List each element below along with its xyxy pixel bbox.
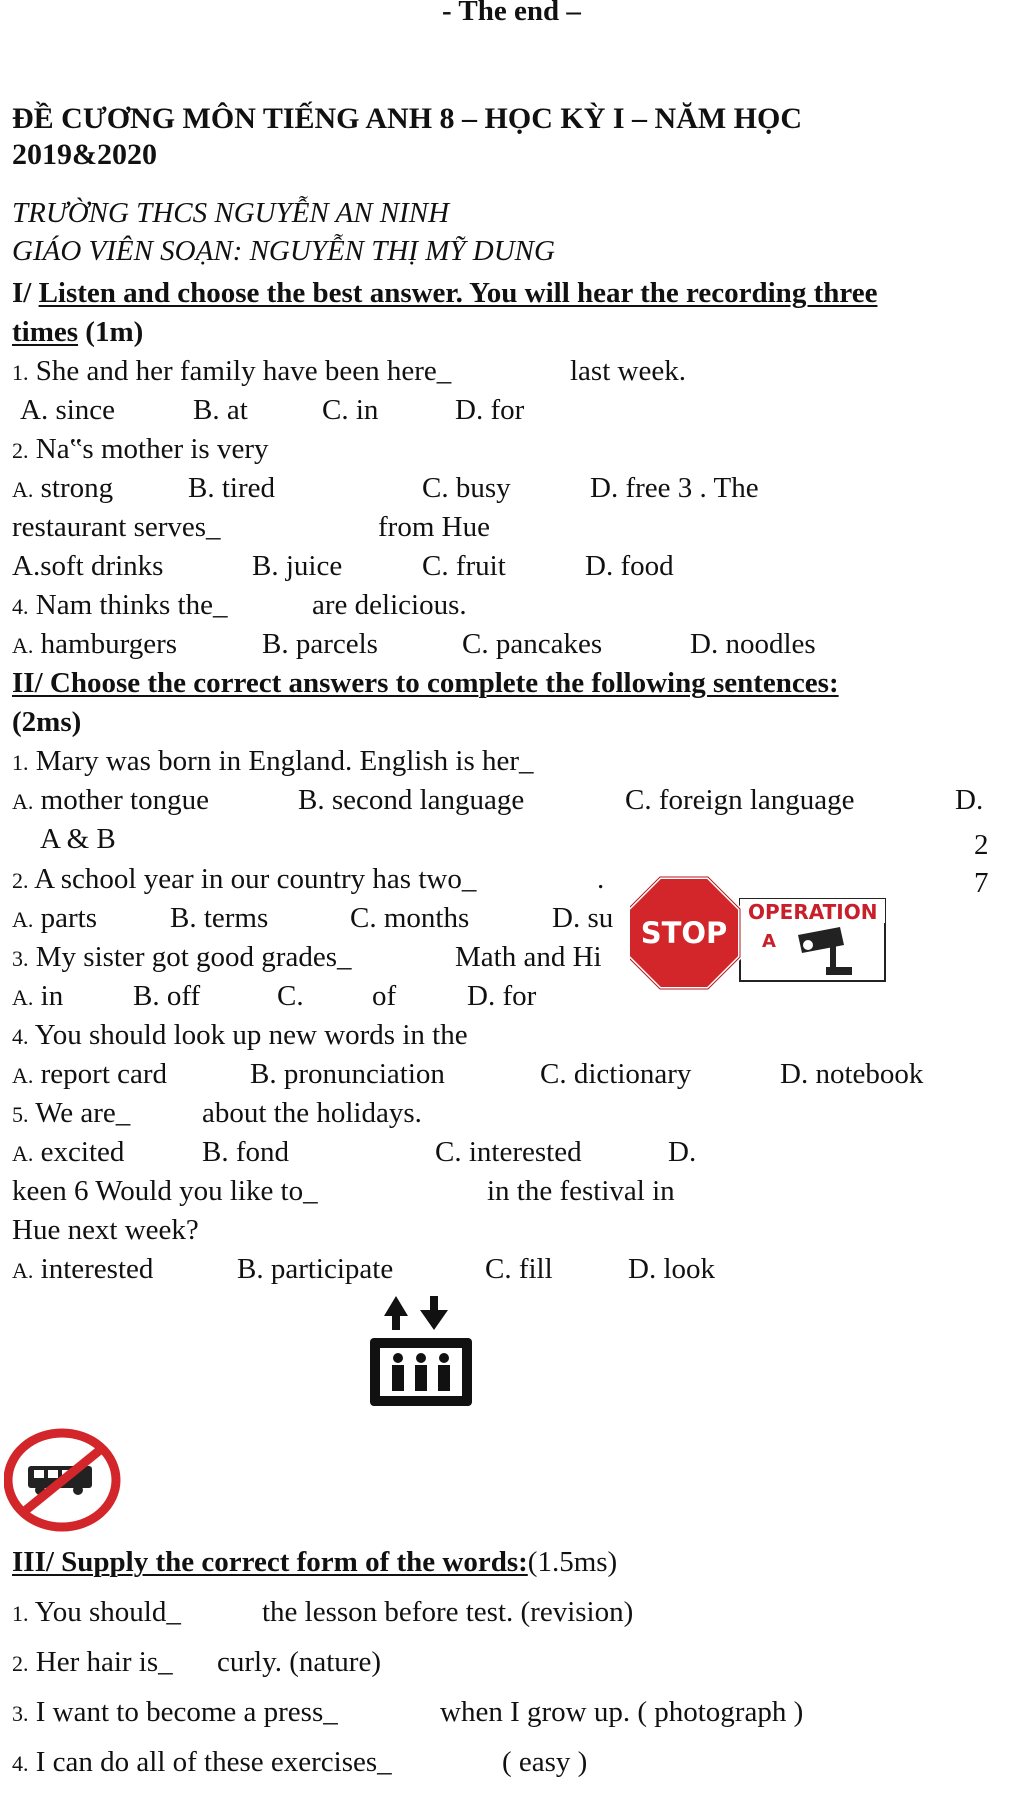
s1-question-3-cont: restaurant serves_ [12, 511, 221, 543]
question-text: She and her family have been here_ [35, 355, 452, 387]
s3-question-2 [12, 1645, 173, 1681]
s1-q3-option-c: C. fruit [422, 550, 506, 582]
s1-question-4 [12, 588, 227, 624]
s2-question-2-dot: . [597, 863, 605, 895]
s1-question-1 [12, 354, 451, 390]
option-letter: A. [12, 1063, 34, 1088]
option-text: interested [40, 1253, 154, 1285]
question-number: 1. [12, 1601, 29, 1626]
question-number: 2. [12, 438, 29, 463]
banner-text-2: A [762, 931, 776, 952]
s1-q2-option-a [12, 471, 113, 507]
option-text: strong [40, 472, 114, 504]
s2-question-5-end: about the holidays. [202, 1097, 422, 1129]
s3-question-1 [12, 1595, 181, 1631]
s2-q4-option-b: B. pronunciation [250, 1058, 445, 1090]
s2-q1-option-d: D. [955, 784, 984, 816]
s1-q2-option-b: B. tired [188, 472, 275, 504]
s2-q3-option-a [12, 979, 63, 1015]
page-number-2: 2 [974, 829, 989, 861]
s1-q3-option-d: D. food [585, 550, 674, 582]
s1-question-1-end: last week. [570, 355, 686, 387]
question-text: We are_ [35, 1097, 131, 1129]
option-text: mother tongue [40, 784, 209, 816]
s2-question-6-end: in the festival in [487, 1175, 675, 1207]
the-end-line: - The end – [442, 0, 581, 27]
teacher-name: GIÁO VIÊN SOẠN: NGUYỄN THỊ MỸ DUNG [12, 235, 555, 267]
section2-heading: II/ Choose the correct answers to complete the following sentences: [12, 667, 839, 699]
s1-question-4-end: are delicious. [312, 589, 467, 621]
section2-marks: (2ms) [12, 706, 82, 738]
school-name: TRƯỜNG THCS NGUYỄN AN NINH [12, 197, 450, 229]
s1-q4-option-b: B. parcels [262, 628, 378, 660]
s2-q5-option-b: B. fond [202, 1136, 289, 1168]
section1-heading-times: times [12, 316, 79, 348]
question-number: 3. [12, 946, 29, 971]
s2-q5-option-d: D. [668, 1136, 697, 1168]
question-text: Na‟s mother is very [35, 433, 269, 465]
question-number: 4. [12, 1024, 29, 1049]
s3-question-1-end: the lesson before test. (revision) [262, 1596, 634, 1628]
s2-q4-option-d: D. notebook [780, 1058, 924, 1090]
s1-question-2 [12, 432, 269, 468]
banner-text-1: OPERATION [748, 900, 878, 924]
s2-q1-option-c: C. foreign language [625, 784, 855, 816]
option-letter: A. [12, 633, 34, 658]
document-title-line1: ĐỀ CƯƠNG MÔN TIẾNG ANH 8 – HỌC KỲ I – NĂM HỌC [12, 102, 803, 135]
section1-heading-number: I/ [12, 277, 39, 309]
option-text: excited [40, 1136, 125, 1168]
option-text: parts [40, 902, 98, 934]
s3-question-4-end: ( easy ) [502, 1746, 588, 1778]
s3-question-3-end: when I grow up. ( photograph ) [440, 1696, 804, 1728]
s1-q1-option-b: B. at [193, 394, 248, 426]
section3-marks: (1.5ms) [527, 1546, 618, 1578]
s1-q4-option-a [12, 627, 177, 663]
option-letter: A. [12, 985, 34, 1010]
s2-q1-option-a [12, 783, 209, 819]
s1-q3-option-a: A.soft drinks [12, 550, 164, 582]
s2-q4-option-c: C. dictionary [540, 1058, 692, 1090]
s1-q1-option-c: C. in [322, 394, 379, 426]
question-text: You should look up new words in the [34, 1019, 468, 1051]
option-text: hamburgers [40, 628, 178, 660]
s3-question-3 [12, 1695, 338, 1731]
question-number: 4. [12, 594, 29, 619]
s2-q1-option-d-cont: A & B [40, 823, 116, 855]
s2-q4-option-a [12, 1057, 167, 1093]
question-text: Her hair is_ [35, 1646, 173, 1678]
s2-question-3-end: Math and Hi [455, 941, 602, 973]
s3-question-4 [12, 1745, 392, 1781]
s1-q1-option-a: A. since [20, 394, 116, 426]
question-text: I can do all of these exercises_ [35, 1746, 392, 1778]
question-number: 1. [12, 360, 29, 385]
section1-heading-marks: (1m) [78, 316, 144, 348]
s2-question-1 [12, 744, 534, 780]
s2-question-5 [12, 1096, 130, 1132]
elevator-icon [366, 1290, 476, 1410]
s1-q2-option-c: C. busy [422, 472, 511, 504]
section1-heading-text: Listen and choose the best answer. You will hear the recording three [38, 277, 878, 309]
s1-q2-option-d: D. free 3 . The [590, 472, 759, 504]
s2-q5-option-a [12, 1135, 124, 1171]
no-bus-icon [4, 1428, 122, 1532]
option-text: report card [40, 1058, 168, 1090]
question-number: 1. [12, 750, 29, 775]
s2-q2-option-b: B. terms [170, 902, 269, 934]
s1-q3-option-b: B. juice [252, 550, 343, 582]
s2-q6-option-c: C. fill [485, 1253, 553, 1285]
section1-heading-line2 [12, 315, 143, 349]
section3-heading [12, 1545, 617, 1579]
option-letter: A. [12, 789, 34, 814]
s2-question-6-cont: keen 6 Would you like to_ [12, 1175, 318, 1207]
question-text: My sister got good grades_ [35, 941, 352, 973]
section1-heading-line1 [12, 276, 877, 310]
s2-q2-option-a [12, 901, 97, 937]
s2-q1-option-b: B. second language [298, 784, 525, 816]
s2-question-6-cont2: Hue next week? [12, 1214, 199, 1246]
question-text: Nam thinks the_ [35, 589, 228, 621]
s2-q2-option-c: C. months [350, 902, 470, 934]
document-title-line2: 2019&2020 [12, 138, 157, 171]
s2-q5-option-c: C. interested [435, 1136, 582, 1168]
stop-sign-graphic [630, 875, 895, 1005]
s2-q3-option-b: B. off [133, 980, 201, 1012]
question-number: 3. [12, 1701, 29, 1726]
s2-question-3 [12, 940, 352, 976]
option-letter: A. [12, 1141, 34, 1166]
s2-q3-option-c: C. [277, 980, 304, 1012]
question-text: You should_ [34, 1596, 181, 1628]
question-number: 4. [12, 1751, 29, 1776]
s1-q4-option-d: D. noodles [690, 628, 816, 660]
question-number: 2. [12, 1651, 29, 1676]
option-text: in [40, 980, 64, 1012]
question-text: A school year in our country has two_ [34, 863, 477, 895]
s1-q4-option-c: C. pancakes [462, 628, 603, 660]
question-text: I want to become a press_ [35, 1696, 338, 1728]
s2-question-4 [12, 1018, 468, 1054]
question-text: Mary was born in England. English is her_ [35, 745, 534, 777]
question-number: 2. [12, 868, 29, 893]
stop-text: STOP [640, 916, 728, 950]
s1-question-3-end: from Hue [378, 511, 490, 543]
s2-q3-option-c-word: of [372, 980, 397, 1012]
question-number: 5. [12, 1102, 29, 1127]
section3-heading-text: III/ Supply the correct form of the words: [12, 1546, 528, 1578]
s2-q2-option-d: D. su [552, 902, 614, 934]
s2-q6-option-b: B. participate [237, 1253, 394, 1285]
s2-question-2 [12, 862, 476, 898]
option-letter: A. [12, 1258, 34, 1283]
s2-q6-option-a [12, 1252, 153, 1288]
page-number-7: 7 [974, 867, 989, 899]
stop-sign-icon [630, 877, 740, 989]
s2-q6-option-d: D. look [628, 1253, 715, 1285]
s2-q3-option-d: D. for [467, 980, 537, 1012]
s3-question-2-end: curly. (nature) [217, 1646, 381, 1678]
option-letter: A. [12, 477, 34, 502]
s1-q1-option-d: D. for [455, 394, 525, 426]
option-letter: A. [12, 907, 34, 932]
